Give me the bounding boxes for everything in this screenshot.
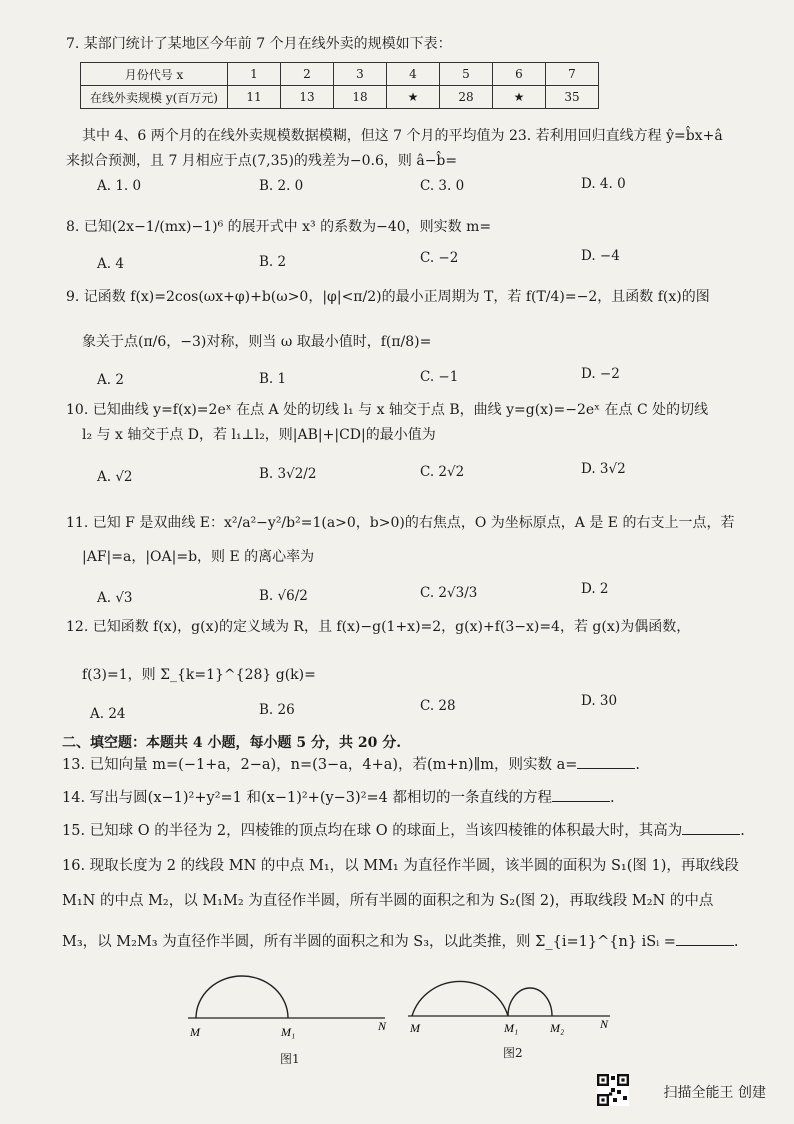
q16-line1: 16. 现取长度为 2 的线段 MN 的中点 M₁，以 MM₁ 为直径作半圆，该半圆的面积为 S₁(图 1)，再取线段 [62,858,739,874]
q9-option-c: C. −1 [420,369,459,385]
answer-blank [552,789,610,802]
q7-option-b: B. 2. 0 [259,178,304,194]
q9-option-a: A. 2 [97,372,124,388]
table-cell: 5 [440,63,493,86]
q10-option-d: D. 3√2 [581,461,626,477]
q12-option-c: C. 28 [420,698,456,714]
label-m2: M₂ [550,1021,565,1035]
q8-option-d: D. −4 [581,248,620,264]
label-n: N [600,1017,609,1031]
q8-option-a: A. 4 [97,256,124,272]
q9-line1: 9. 记函数 f(x)=2cos(ωx+φ)+b(ω>0，|φ|<π/2)的最小正周期为 T，若 f(T/4)=−2，且函数 f(x)的图 [66,289,710,305]
q10-option-a: A. √2 [97,469,133,485]
q11-line1: 11. 已知 F 是双曲线 E：x²/a²−y²/b²=1(a>0，b>0)的右焦点，O 为坐标原点，A 是 E 的右支上一点，若 [66,515,735,531]
q14: 14. 写出与圆(x−1)²+y²=1 和(x−1)²+(y−3)²=4 都相切的一条直线的方程 . [62,790,615,806]
q7-stem: 7. 某部门统计了某地区今年前 7 个月在线外卖的规模如下表： [66,36,452,52]
figure-2 [404,966,620,1036]
semicircle-large [412,981,508,1016]
table-cell: 28 [440,86,493,109]
q11-option-c: C. 2√3/3 [420,585,478,601]
table-cell: 4 [387,63,440,86]
q10-line1: 10. 已知曲线 y=f(x)=2eˣ 在点 A 处的切线 l₁ 与 x 轴交于点 B，曲线 y=g(x)=−2eˣ 在点 C 处的切线 [66,402,709,418]
q12-option-d: D. 30 [581,693,618,709]
table-cell: 7 [546,63,599,86]
table-cell: 13 [281,86,334,109]
label-m1: M₁ [281,1025,296,1039]
q16-line2: M₁N 的中点 M₂，以 M₁M₂ 为直径作半圆，所有半圆的面积之和为 S₂(图 2)，再取线段 M₂N 的中点 [62,893,714,909]
semicircle-small [508,988,552,1016]
q12-line1: 12. 已知函数 f(x)，g(x)的定义域为 R，且 f(x)−g(1+x)=2，g(x)+f(3−x)=4，若 g(x)为偶函数， [66,619,691,635]
label-n: N [378,1019,387,1033]
table-cell: 6 [493,63,546,86]
q7-option-c: C. 3. 0 [420,178,465,194]
q13: 13. 已知向量 m=(−1+a，2−a)，n=(3−a，4+a)，若(m+n)∥m，则实数 a= . [62,757,641,773]
q12-option-b: B. 26 [259,702,295,718]
table-cell: 1 [228,63,281,86]
answer-blank [682,822,740,835]
table-header-cell: 在线外卖规模 y(百万元) [81,86,228,109]
table-cell: 11 [228,86,281,109]
q15: 15. 已知球 O 的半径为 2，四棱锥的顶点均在球 O 的球面上，当该四棱锥的体积最大时，其高为 . [62,823,745,839]
q11-line2: |AF|=a，|OA|=b，则 E 的离心率为 [82,549,315,565]
q8-option-c: C. −2 [420,250,459,266]
figure-1 [180,970,400,1040]
label-m: M [410,1021,420,1035]
q16-line3-text: M₃，以 M₂M₃ 为直径作半圆，所有半圆的面积之和为 S₃，以此类推，则 Σ_{i=1}^{n} iSᵢ = [62,934,676,950]
q13-text: 13. 已知向量 m=(−1+a，2−a)，n=(3−a，4+a)，若(m+n)∥m，则实数 a= [62,757,578,773]
label-m: M [190,1025,200,1039]
label-m1: M₁ [504,1021,519,1035]
semicircle [196,976,288,1018]
q11-option-b: B. √6/2 [259,588,308,604]
table-cell: 18 [334,86,387,109]
q10-option-b: B. 3√2/2 [259,466,317,482]
scanner-watermark: 扫描全能王 创建 [663,1085,766,1101]
q14-text: 14. 写出与圆(x−1)²+y²=1 和(x−1)²+(y−3)²=4 都相切的一条直线的方程 [62,790,552,806]
table-row [81,63,599,86]
q7-table [80,62,599,109]
answer-blank [676,933,734,946]
table-header-cell: 月份代号 x [81,63,228,86]
q7-line2: 其中 4、6 两个月的在线外卖规模数据模糊，但这 7 个月的平均值为 23. 若利用回归直线方程 ŷ=b̂x+â [82,128,723,144]
q10-line2: l₂ 与 x 轴交于点 D，若 l₁⊥l₂，则|AB|+|CD|的最小值为 [82,427,436,443]
q8-stem: 8. 已知(2x−1/(mx)−1)⁶ 的展开式中 x³ 的系数为−40，则实数 m= [66,219,492,235]
qr-code-icon [597,1074,629,1106]
table-cell: 3 [334,63,387,86]
q9-option-d: D. −2 [581,366,620,382]
q7-line3: 来拟合预测，且 7 月相应于点(7,35)的残差为−0.6，则 â−b̂= [66,153,458,169]
answer-blank [577,756,635,769]
table-cell: 35 [546,86,599,109]
table-row [81,86,599,109]
q7-option-a: A. 1. 0 [97,178,142,194]
q16-line3: M₃，以 M₂M₃ 为直径作半圆，所有半圆的面积之和为 S₃，以此类推，则 Σ_{i=1}^{n} iSᵢ = . [62,934,739,950]
table-cell: 2 [281,63,334,86]
q8-option-b: B. 2 [259,254,287,270]
q11-option-a: A. √3 [97,590,133,606]
table-cell: ★ [493,86,546,109]
q12-line2: f(3)=1，则 Σ_{k=1}^{28} g(k)= [82,667,316,683]
section-heading: 二、填空题：本题共 4 小题，每小题 5 分，共 20 分. [62,735,402,751]
figure-2-caption: 图2 [503,1046,523,1060]
q11-option-d: D. 2 [581,581,609,597]
q9-option-b: B. 1 [259,371,287,387]
q10-option-c: C. 2√2 [420,464,465,480]
q9-line2: 象关于点(π/6，−3)对称，则当 ω 取最小值时，f(π/8)= [82,334,432,350]
table-cell: ★ [387,86,440,109]
figure-1-caption: 图1 [280,1052,300,1066]
q7-option-d: D. 4. 0 [581,176,626,192]
q12-option-a: A. 24 [90,706,126,722]
q15-text: 15. 已知球 O 的半径为 2，四棱锥的顶点均在球 O 的球面上，当该四棱锥的体积最大时，其高为 [62,823,683,839]
